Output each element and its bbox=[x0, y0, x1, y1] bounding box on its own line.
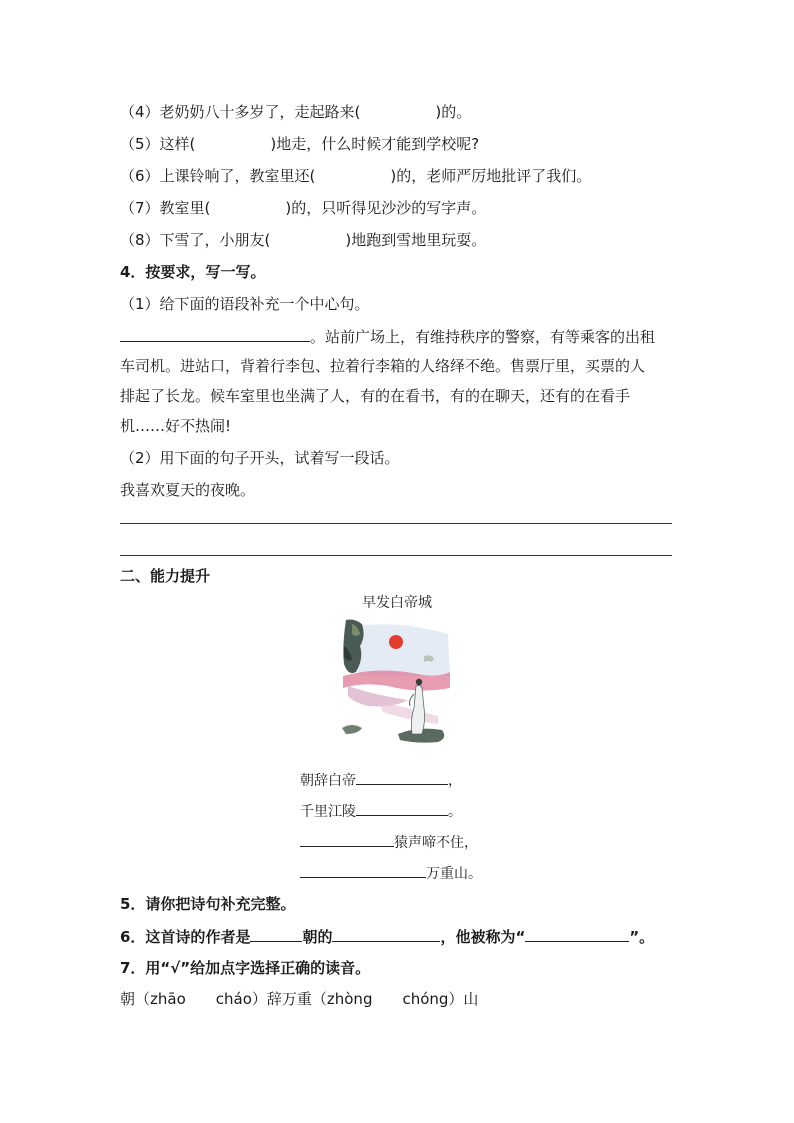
poem-line-3: 猿声啼不住， bbox=[300, 831, 478, 853]
poem-line-4: 万重山。 bbox=[300, 862, 482, 884]
author-blank[interactable] bbox=[250, 926, 302, 942]
poem-blank-2[interactable] bbox=[356, 800, 448, 816]
poem-blank-1[interactable] bbox=[356, 769, 448, 785]
paragraph-line-3: 排起了长龙。候车室里也坐满了人，有的在看书，有的在聊天，还有的在看手 bbox=[120, 387, 631, 405]
question-6: 6．这首诗的作者是 朝的 ，他被称为“ ”。 bbox=[120, 928, 655, 946]
poem-line-2: 千里江陵 。 bbox=[300, 800, 462, 822]
poem-blank-3[interactable] bbox=[300, 831, 394, 847]
item-8: （8）下雪了，小朋友( )地跑到雪地里玩耍。 bbox=[120, 231, 487, 249]
poem-line-1: 朝辞白帝 ， bbox=[300, 769, 462, 791]
writing-line-1[interactable] bbox=[120, 523, 672, 524]
item-4: （4）老奶奶八十多岁了，走起路来( )的。 bbox=[120, 103, 472, 121]
item-6: （6）上课铃响了，教室里还( )的，老师严厉地批评了我们。 bbox=[120, 167, 592, 185]
question-5: 5．请你把诗句补充完整。 bbox=[120, 895, 296, 913]
poem-title: 早发白帝城 bbox=[362, 595, 432, 611]
pinyin-choices: 朝（zhāo cháo）辞万重（zhòng chóng）山 bbox=[120, 990, 479, 1008]
item-7: （7）教室里( )的，只听得见沙沙的写字声。 bbox=[120, 199, 487, 217]
sun-icon bbox=[389, 635, 403, 649]
sentence-starter: 我喜欢夏天的夜晚。 bbox=[120, 481, 256, 499]
item-5: （5）这样( )地走，什么时候才能到学校呢? bbox=[120, 135, 480, 153]
paragraph-line-2: 车司机。进站口，背着行李包、拉着行李箱的人络绎不绝。售票厅里，买票的人 bbox=[120, 357, 646, 375]
title-blank[interactable] bbox=[525, 926, 629, 942]
poem-blank-4[interactable] bbox=[300, 862, 426, 878]
poem-illustration bbox=[338, 616, 456, 746]
paragraph-line-1: 。站前广场上，有维持秩序的警察，有等乘客的出租 bbox=[120, 326, 655, 347]
paragraph-line-4: 机……好不热闹! bbox=[120, 417, 232, 435]
topic-sentence-blank[interactable] bbox=[120, 326, 310, 342]
question-7: 7．用“√”给加点字选择正确的读音。 bbox=[120, 959, 371, 977]
writing-line-2[interactable] bbox=[120, 555, 672, 556]
section-4-heading: 4．按要求，写一写。 bbox=[120, 263, 266, 281]
dynasty-blank[interactable] bbox=[332, 926, 440, 942]
section-4-sub1: （1）给下面的语段补充一个中心句。 bbox=[120, 295, 370, 313]
section-ability-heading: 二、能力提升 bbox=[120, 567, 211, 585]
section-4-sub2: （2）用下面的句子开头，试着写一段话。 bbox=[120, 449, 400, 467]
